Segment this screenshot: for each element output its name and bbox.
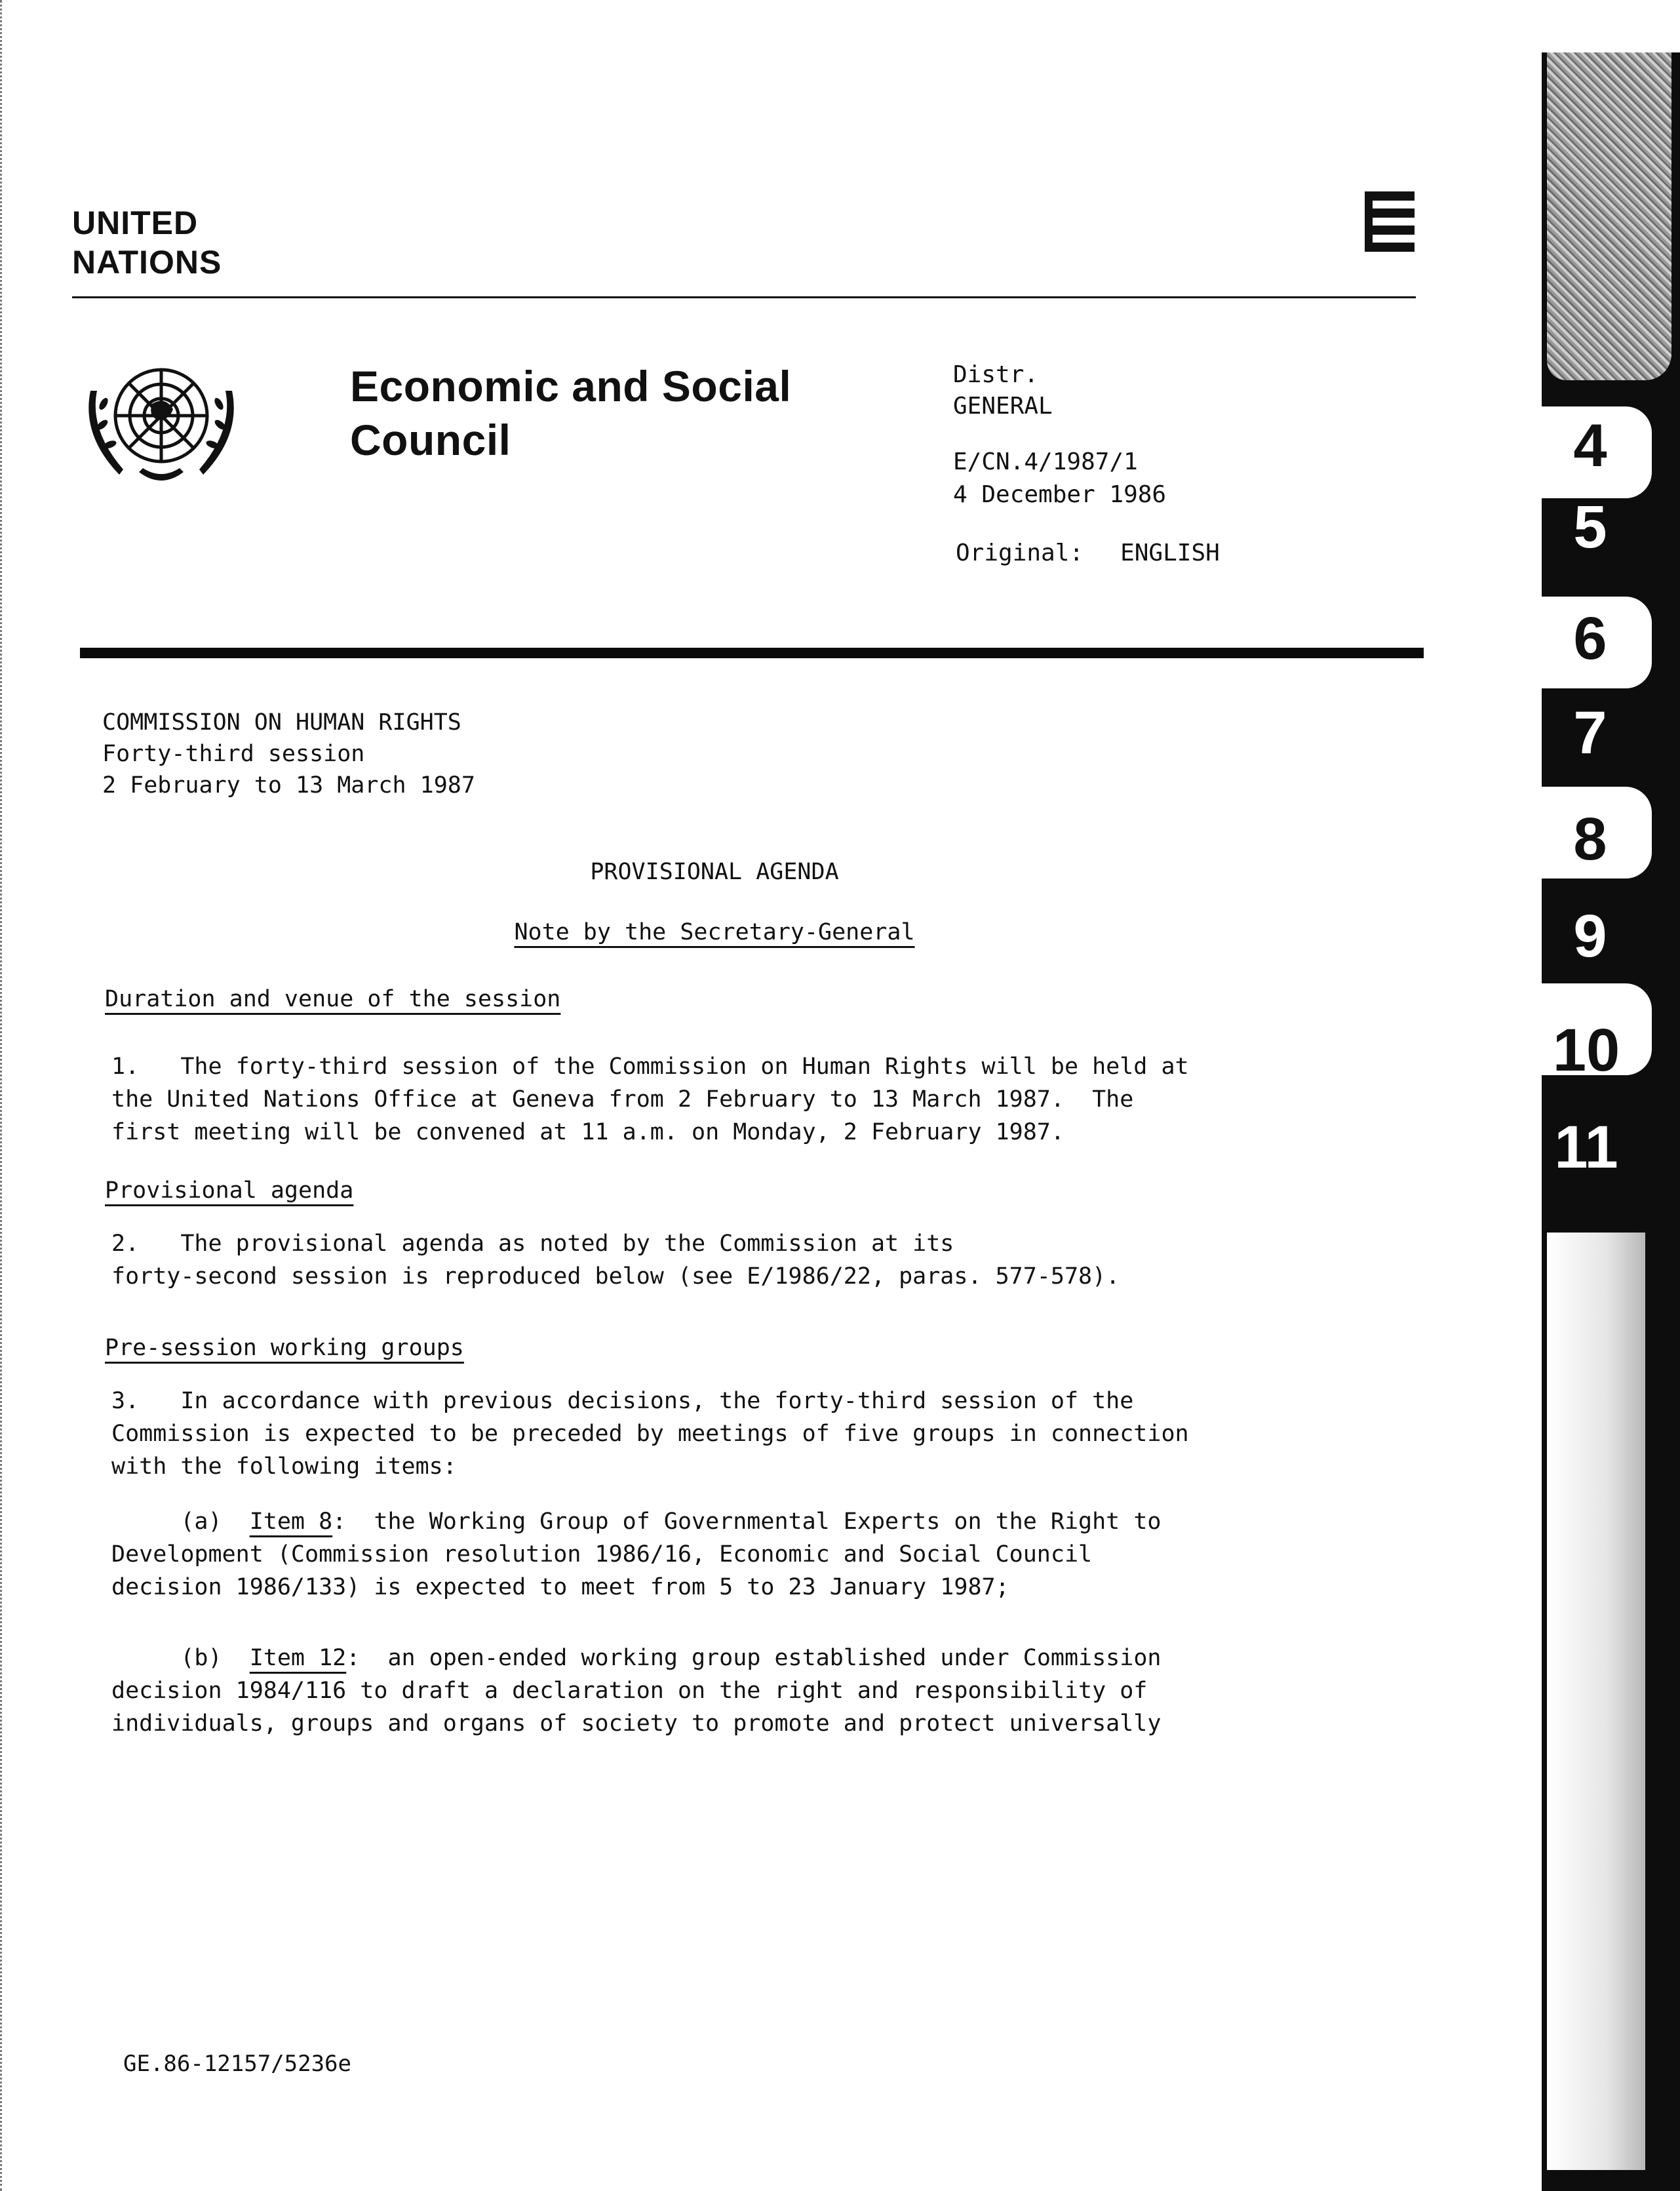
agenda-heading: Provisional agenda [105,1177,354,1204]
item-a-label: Item 8 [249,1509,333,1535]
commission-name: COMMISSION ON HUMAN RIGHTS [102,709,461,736]
original-language [956,538,1220,569]
item-b [111,1642,1344,1740]
item-a-text: : the Working Group of Governmental Experts on the Right to Development (Commission resolution 1986/16, Economic and Social Council decision 1986/133) is expected to meet from 5 to 23 January 1987; [111,1509,1162,1600]
index-tab-10[interactable]: 10 [1552,1017,1620,1084]
session-number: Forty-third session [102,741,365,767]
distribution-label: Distr. [953,361,1039,388]
paragraph-1: 1. The forty-third session of the Commission on Human Rights will be held at the United Nations Office at Geneva from 2 February to 13 March 1987. The first meeting will be convened at 11 a.m. on Monday, 2 February 1987. [111,1054,1189,1145]
page-edge [0,0,11,2191]
section-rule [80,648,1424,658]
working-groups-heading: Pre-session working groups [105,1335,464,1361]
organization-line-1: UNITED [72,205,199,241]
distribution-value: GENERAL [953,393,1053,420]
paragraph-3: 3. In accordance with previous decisions, the forty-third session of the Commission is expected to be preceded by meetings of five groups in connection with the following items: [111,1388,1189,1480]
subtitle-text: Note by the Secretary-General [514,919,915,945]
council-line-1: Economic and Social [350,362,792,410]
organization-name [72,203,222,282]
document-symbol-block [953,446,1166,511]
item-b-text: : an open-ended working group established under Commission decision 1984/116 to draft a declaration on the right and responsibility of individuals, groups and organs of society to promote and protect universally [111,1645,1162,1737]
item-b-prefix: (b) [111,1645,250,1671]
language-mark-icon [1365,191,1415,252]
un-emblem-icon [80,351,243,489]
session-block [102,707,475,801]
duration-heading: Duration and venue of the session [105,986,561,1012]
document-subtitle [0,919,1429,945]
item-a [111,1505,1344,1604]
lower-tabs [1547,1233,1645,2170]
original-label: Original: [956,540,1084,566]
council-line-2: Council [350,416,511,464]
index-tab-4[interactable]: 4 [1573,412,1607,479]
paragraph-2: 2. The provisional agenda as noted by the Commission at its forty-second session is reproduced below (see E/1986/22, paras. 577-578). [111,1231,1120,1290]
index-tab-8[interactable]: 8 [1573,806,1607,873]
organization-line-2: NATIONS [72,244,222,281]
index-tab-6[interactable]: 6 [1573,605,1607,672]
document-date: 4 December 1986 [953,481,1167,508]
distribution-block [953,359,1053,422]
index-tab-9[interactable]: 9 [1573,903,1607,970]
session-dates: 2 February to 13 March 1987 [102,772,475,799]
index-tab-11[interactable]: 11 [1554,1114,1618,1181]
job-number: GE.86-12157/5236e [123,2051,351,2077]
original-value: ENGLISH [1120,540,1220,566]
index-tab-5[interactable]: 5 [1573,494,1607,561]
item-a-prefix: (a) [111,1509,250,1535]
item-b-label: Item 12 [249,1645,347,1671]
tab-texture [1547,52,1671,380]
index-tab-7[interactable]: 7 [1573,700,1607,766]
council-name [350,359,791,467]
header-rule [72,296,1416,298]
document-symbol: E/CN.4/1987/1 [953,448,1138,475]
document-title: PROVISIONAL AGENDA [590,859,839,885]
